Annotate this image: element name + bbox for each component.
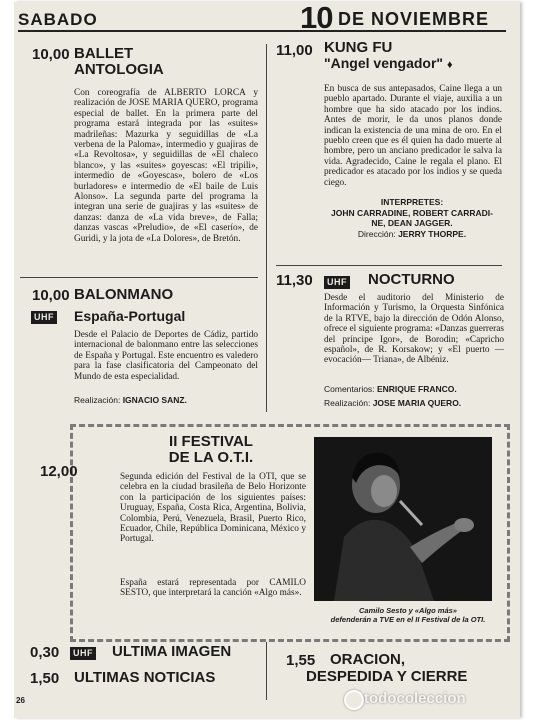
month-name: DE NOVIEMBRE — [338, 9, 490, 29]
program-time: 12,00 — [40, 463, 78, 480]
program-title-line: DESPEDIDA Y CIERRE — [306, 668, 468, 685]
direction-line — [314, 229, 510, 240]
realization-credit — [74, 395, 264, 406]
singer-photo — [314, 437, 492, 601]
program-title-line: BALLET — [74, 45, 134, 62]
watermark-logo-icon — [344, 690, 364, 710]
section-divider — [20, 277, 258, 278]
program-title: ULTIMAS NOTICIAS — [74, 669, 216, 686]
program-title-line: II FESTIVAL — [169, 433, 253, 450]
program-title-line: ORACION, — [330, 651, 405, 668]
comments-label: Comentarios: — [324, 384, 375, 394]
cast-names: JOHN CARRADINE, ROBERT CARRADI- — [331, 207, 493, 218]
watermark: todocoleccion — [364, 690, 466, 707]
singer-illustration — [314, 437, 492, 601]
director-name: JERRY THORPE. — [398, 228, 467, 239]
date-number: 10 — [300, 0, 333, 35]
section-divider — [276, 265, 502, 266]
program-description: Con coreografía de ALBERTO LORCA y realización de JOSE MARIA QUERO, programa especial de ballet. En la primera parte del programa estará integrada por las «suites» madrileñas: Mazurka y seguidillas de «La verbena de la Paloma», intermedio y guajiras de «La Revoltosa», y seguidillas de «El chaleco blanco», y las «suites» goyescas: «El tripili», intermedio de «Goyescas», bolero de «Los burladores» e intermedio de «El baile de Luis Alonso». La segunda parte del programa la integran una serie de guajiras y las «suites» de danzas: danza de «La vida breve», de Falla; danzas vascas «Preludio», de «El caserío», de Guridi, y la jota de «La Dolores», de Bretón. — [74, 88, 258, 244]
caption-line: defenderán a TVE en el II Festival de la OTI. — [330, 615, 486, 624]
program-title — [74, 46, 164, 78]
column-divider — [266, 44, 267, 412]
cast-names: NE, DEAN JAGGER. — [371, 218, 453, 228]
realizer-name: IGNACIO SANZ. — [122, 395, 187, 405]
episode-title: "Angel vengador" — [324, 55, 444, 71]
uhf-badge: UHF — [70, 647, 96, 660]
uhf-badge: UHF — [31, 311, 57, 324]
realization-label: Realización: — [74, 395, 121, 405]
photo-caption — [318, 606, 498, 624]
program-description: España estará representada por CAMILO SESTO, que interpretará la canción «Algo más». — [120, 578, 306, 599]
caption-line: Camilo Sesto y «Algo más» — [359, 606, 457, 615]
program-subtitle: España-Portugal — [74, 308, 186, 324]
comments-credit — [324, 384, 508, 395]
program-description: En busca de sus antepasados, Caine llega a un pueblo apartado. Durante el viaje, auxilia a un hombre que ha sido atacado por los indios. Antes de morir, le da unos planos donde indican la existencia de una mina de oro. En el pueblo creen que es él quien ha dado muerte al hombre, pero un anciano predicador le salva la vida. Agradecido, Caine le regala el plano. El predicador es atacado por los indios y se queda ciego. — [324, 84, 502, 188]
program-title: KUNG FU — [324, 39, 393, 56]
date-header — [18, 0, 506, 35]
program-subtitle — [324, 55, 453, 71]
commentator-name: ENRIQUE FRANCO. — [376, 384, 457, 394]
program-time: 1,55 — [286, 652, 316, 669]
program-title — [156, 434, 266, 466]
diamond-icon: ♦ — [446, 59, 453, 71]
page-number: 26 — [16, 696, 25, 705]
uhf-badge: UHF — [324, 276, 350, 289]
program-description: Desde el Palacio de Deportes de Cádiz, partido internacional de balonmano entre las selecciones de España y Portugal. Este encuentro es valedero para la fase clasificatoria del Campeonato del Mundo de esta especialidad. — [74, 330, 258, 382]
program-title: BALONMANO — [74, 286, 174, 303]
program-title-line: DE LA O.T.I. — [168, 449, 254, 466]
realization-credit — [324, 398, 508, 409]
program-title: NOCTURNO — [368, 271, 455, 288]
program-description: Desde el auditorio del Ministerio de Información y Turismo, la Orquesta Sinfónica de la RTVE, bajo la dirección de Odón Alonso, ofrece el siguiente programa: «Danzas guerreras del príncipe Igor», de Borodin; «Capricho español», de R. Korsakow; y «El puerto —evocación— Triana», de Albéniz. — [324, 293, 504, 366]
cast-block — [314, 197, 510, 239]
program-title — [306, 651, 468, 685]
program-title-line: ANTOLOGIA — [74, 61, 164, 78]
program-time: 11,30 — [276, 272, 313, 289]
program-time: 11,00 — [276, 42, 313, 59]
program-time: 10,00 — [32, 287, 70, 304]
cast-label: INTERPRETES: — [380, 197, 444, 207]
program-description: Segunda edición del Festival de la OTI, que se celebra en la ciudad brasileña de Belo Horizonte con la participación de los siguientes países: Uruguay, España, Costa Rica, Argentina, Bolivia, Colombia, Perú, Venezuela, Brasil, Puerto Rico, Ecuador, Chile, República Dominicana, México y Portugal. — [120, 472, 306, 545]
realization-label: Realización: — [324, 398, 371, 408]
program-time: 10,00 — [32, 46, 70, 63]
program-title: ULTIMA IMAGEN — [112, 643, 232, 660]
day-name: SABADO — [18, 10, 98, 29]
column-divider-bottom — [266, 642, 267, 700]
program-time: 0,30 — [30, 644, 60, 661]
direction-label: Dirección: — [357, 228, 396, 239]
realizer-name: JOSE MARIA QUERO. — [372, 398, 462, 408]
program-time: 1,50 — [30, 670, 60, 687]
